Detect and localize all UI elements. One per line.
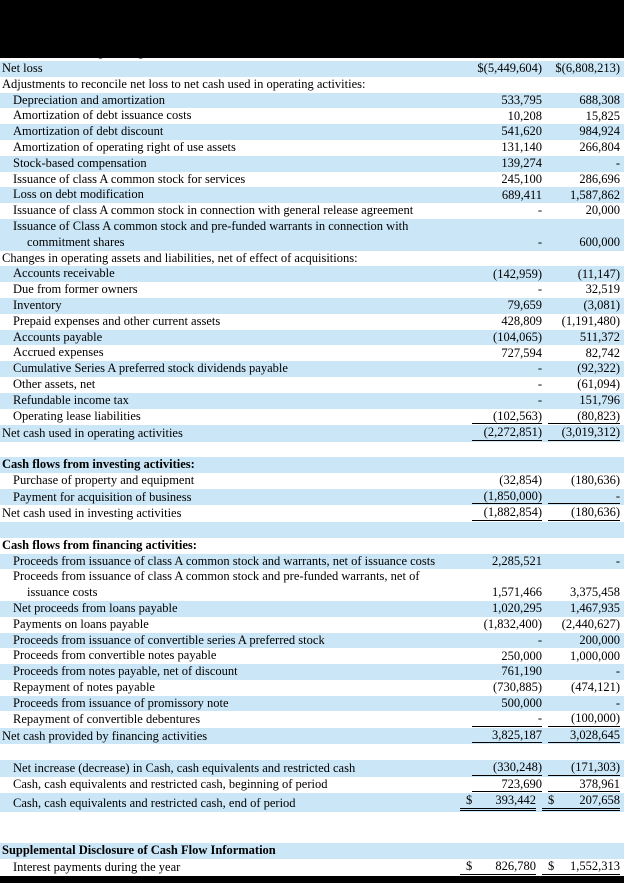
row-label — [0, 860, 460, 876]
table-row — [0, 793, 624, 812]
value-column-1: (142,959) — [493, 266, 542, 281]
row-label — [0, 761, 472, 777]
value-column-2: $(6,808,213) — [555, 61, 620, 76]
table-row — [0, 554, 624, 570]
value-column-2: 200,000 — [579, 632, 620, 647]
row-label-line1: Refundable income tax — [13, 392, 129, 407]
row-label — [0, 648, 472, 664]
row-label-line1: Proceeds from convertible notes payable — [13, 648, 217, 663]
value-column-2: (80,823) — [548, 409, 620, 425]
value-column-1: (1,850,000) — [472, 489, 542, 505]
row-label — [0, 282, 472, 298]
value-column-1: $(5,449,604) — [477, 61, 542, 76]
row-label — [0, 156, 472, 172]
value-column-2: 984,924 — [579, 124, 620, 139]
row-label-line1: Payment for acquisition of business — [13, 489, 192, 504]
row-label-line1: Operating lease liabilities — [13, 409, 141, 424]
value-number: 207,658 — [579, 793, 620, 808]
row-label — [0, 77, 472, 93]
value-column-2: 600,000 — [579, 235, 620, 250]
row-label — [0, 61, 472, 77]
value-column-1: 245,100 — [501, 171, 542, 186]
table-row — [0, 314, 624, 330]
value-column-1: 727,594 — [501, 345, 542, 360]
row-label — [0, 506, 472, 522]
row-label — [0, 298, 472, 314]
table-row — [0, 393, 624, 409]
row-label-line1: Cash flows from financing activities: — [2, 537, 197, 552]
value-column-1: 428,809 — [501, 314, 542, 329]
table-row — [0, 330, 624, 346]
table-row — [0, 108, 624, 124]
row-label — [0, 843, 472, 859]
row-label-line1: Stock-based compensation — [13, 155, 147, 170]
value-column-1: (32,854) — [499, 473, 542, 488]
row-label — [0, 633, 472, 649]
row-label-line1: Interest payments during the year — [13, 859, 181, 874]
table-row — [0, 425, 624, 442]
table-row — [0, 377, 624, 393]
row-label — [0, 377, 472, 393]
row-label — [0, 617, 472, 633]
table-row — [0, 282, 624, 298]
value-column-2: 20,000 — [585, 203, 620, 218]
table-row — [0, 361, 624, 377]
row-label — [0, 538, 472, 554]
row-label — [0, 457, 472, 473]
row-label-line1: Purchase of property and equipment — [13, 473, 195, 488]
value-column-2: 1,467,935 — [570, 601, 620, 616]
value-column-2: (11,147) — [577, 266, 620, 281]
table-row — [0, 696, 624, 712]
value-column-1: 761,190 — [501, 664, 542, 679]
table-row — [0, 156, 624, 172]
table-row — [0, 187, 624, 203]
value-column-1: (330,248) — [472, 760, 542, 776]
row-label — [0, 361, 472, 377]
table-row — [0, 457, 624, 473]
value-column-2: (92,322) — [577, 361, 620, 376]
value-column-2: 688,308 — [579, 92, 620, 107]
row-label-line1: Issuance of class A common stock in connection with general release agreement — [13, 203, 414, 218]
row-label — [0, 140, 472, 156]
value-column-1: - — [537, 361, 542, 376]
value-column-2: (3,019,312) — [548, 425, 620, 441]
value-column-1: 3,825,187 — [472, 728, 542, 744]
row-label-line1: Inventory — [13, 297, 62, 312]
value-column-1: 1,571,466 — [492, 585, 542, 600]
value-column-1: (1,832,400) — [483, 617, 542, 631]
table-row — [0, 61, 624, 77]
top-redaction-bar — [0, 0, 624, 58]
table-row — [0, 538, 624, 554]
value-column-1: 723,690 — [472, 777, 542, 793]
value-column-1: (102,563) — [472, 409, 542, 425]
table-row — [0, 711, 624, 728]
row-label-line1: Amortization of operating right of use assets — [13, 139, 236, 154]
row-label-line1: Net cash used in investing activities — [2, 506, 182, 521]
value-column-1: 139,274 — [501, 156, 542, 171]
value-column-2: (2,440,627) — [561, 617, 620, 631]
row-label — [0, 93, 472, 109]
row-label-line1: Issuance of Class A common stock and pre-funded warrants in connection with — [13, 218, 409, 233]
value-column-1: 533,795 — [501, 92, 542, 107]
row-label — [0, 266, 472, 282]
row-label-line1: Prepaid expenses and other current assets — [13, 313, 221, 328]
row-label — [0, 712, 472, 728]
value-column-2: (180,636) — [571, 473, 620, 488]
row-label-line1: Net cash used in operating activities — [2, 425, 183, 440]
value-number: 1,552,313 — [570, 859, 620, 874]
value-column-1: - — [472, 711, 542, 727]
row-label-line2: issuance costs — [27, 585, 98, 600]
row-label — [0, 187, 472, 203]
cash-flow-statement-table — [0, 61, 624, 876]
table-row — [0, 569, 624, 601]
row-label — [0, 345, 472, 361]
value-number: 393,442 — [495, 793, 536, 808]
table-row — [0, 648, 624, 664]
row-label-line1: Cash, cash equivalents and restricted cash, beginning of period — [13, 777, 328, 792]
value-column-1: - — [537, 203, 542, 218]
row-label-line1: Proceeds from notes payable, net of discount — [13, 664, 238, 679]
table-row — [0, 93, 624, 109]
value-column-2: (180,636) — [548, 505, 620, 521]
row-label — [0, 330, 472, 346]
row-label-line1: Proceeds from issuance of convertible series A preferred stock — [13, 632, 325, 647]
row-label-line1: Repayment of convertible debentures — [13, 712, 201, 727]
value-column-1: (1,882,854) — [472, 505, 542, 521]
row-label — [0, 696, 472, 712]
value-column-1 — [460, 859, 536, 875]
row-label-line1: Amortization of debt issuance costs — [13, 108, 192, 123]
value-column-2: - — [615, 695, 620, 710]
value-column-2: - — [615, 664, 620, 679]
value-column-2 — [542, 793, 620, 811]
row-label — [0, 251, 472, 267]
value-column-1: 500,000 — [501, 695, 542, 710]
value-column-1: 1,020,295 — [492, 601, 542, 616]
row-label-line1: Other assets, net — [13, 376, 96, 391]
value-column-1: (2,272,851) — [472, 425, 542, 441]
spacer-row — [0, 442, 624, 458]
row-label-line1: Net loss — [2, 61, 43, 75]
row-label-line1: Repayment of notes payable — [13, 679, 155, 694]
value-column-2: (474,121) — [571, 680, 620, 695]
table-row — [0, 172, 624, 188]
table-row — [0, 505, 624, 522]
table-row — [0, 633, 624, 649]
table-row — [0, 473, 624, 489]
row-label-line1: Cumulative Series A preferred stock dividends payable — [13, 361, 288, 376]
table-row — [0, 266, 624, 282]
value-column-2: 266,804 — [579, 140, 620, 155]
row-label — [0, 554, 472, 570]
row-label-line1: Cash flows from investing activities: — [2, 457, 195, 472]
table-row — [0, 617, 624, 633]
table-row — [0, 251, 624, 267]
value-column-1: 10,208 — [507, 108, 542, 123]
row-label — [0, 314, 472, 330]
value-column-2: - — [615, 553, 620, 568]
row-label-line1: Net increase (decrease) in Cash, cash equivalents and restricted cash — [13, 760, 356, 775]
row-label-line1: Proceeds from issuance of class A common stock and warrants, net of issuance costs — [13, 553, 436, 568]
value-column-2: 511,372 — [579, 329, 620, 344]
table-row — [0, 843, 624, 859]
row-label-line1: Amortization of debt discount — [13, 124, 164, 139]
value-column-2: 1,000,000 — [570, 648, 620, 663]
row-label — [0, 680, 472, 696]
row-label — [0, 490, 472, 506]
table-row — [0, 77, 624, 93]
value-column-1: (104,065) — [493, 329, 542, 344]
value-column-2: 32,519 — [585, 282, 620, 297]
value-column-1: 689,411 — [501, 187, 542, 202]
value-column-2 — [542, 859, 620, 875]
table-row — [0, 664, 624, 680]
value-column-1: 541,620 — [501, 124, 542, 139]
dollar-sign: $ — [466, 859, 473, 874]
table-row — [0, 601, 624, 617]
value-column-2: 286,696 — [579, 171, 620, 186]
value-column-2: (171,303) — [548, 760, 620, 776]
value-column-1: 131,140 — [501, 140, 542, 155]
value-column-1 — [460, 793, 536, 811]
table-row — [0, 124, 624, 140]
row-label — [0, 393, 472, 409]
value-column-1: - — [537, 632, 542, 647]
table-row — [0, 728, 624, 745]
row-label-line1: Loss on debt modification — [13, 187, 144, 202]
row-label-line1: Issuance of class A common stock for services — [13, 171, 246, 186]
row-label — [0, 426, 472, 442]
row-label — [0, 473, 472, 489]
value-column-1: (730,885) — [493, 680, 542, 695]
value-column-2: 3,375,458 — [570, 585, 620, 600]
row-label-line2: commitment shares — [27, 234, 125, 249]
table-row — [0, 140, 624, 156]
dollar-sign: $ — [548, 859, 555, 874]
row-label-line1: Net cash provided by financing activities — [2, 728, 208, 743]
spacer-row — [0, 522, 624, 538]
value-column-2: (61,094) — [577, 377, 620, 392]
table-row — [0, 298, 624, 314]
row-label — [0, 569, 472, 601]
row-label — [0, 409, 472, 425]
value-column-1: 79,659 — [507, 298, 542, 313]
spacer-row — [0, 828, 624, 844]
row-label-line1: Adjustments to reconcile net loss to net cash used in operating activities: — [2, 76, 366, 91]
value-column-1: 2,285,521 — [492, 553, 542, 568]
row-label-line1: Net proceeds from loans payable — [13, 600, 178, 615]
row-label-line1: Accounts receivable — [13, 266, 115, 281]
spacer-row — [0, 744, 624, 760]
value-column-1: 250,000 — [501, 648, 542, 663]
table-row — [0, 489, 624, 506]
row-label — [0, 108, 472, 124]
table-row — [0, 203, 624, 219]
row-label-line1: Cash, cash equivalents and restricted cash, end of period — [13, 795, 296, 810]
row-label-line1: Proceeds from issuance of promissory note — [13, 695, 229, 710]
row-label-line1: Depreciation and amortization — [13, 92, 166, 107]
value-column-2: (3,081) — [583, 298, 620, 313]
table-row — [0, 409, 624, 426]
row-label-line1: Accrued expenses — [13, 345, 104, 360]
value-column-2: 151,796 — [579, 393, 620, 408]
spacer-row — [0, 812, 624, 828]
table-row — [0, 219, 624, 251]
value-column-2: (1,191,480) — [561, 314, 620, 329]
row-label-line1: Supplemental Disclosure of Cash Flow Information — [2, 843, 276, 858]
value-column-1: - — [537, 235, 542, 250]
row-label — [0, 664, 472, 680]
row-label — [0, 777, 472, 793]
dollar-sign: $ — [466, 793, 473, 808]
value-column-2: 1,587,862 — [570, 187, 620, 202]
table-row — [0, 760, 624, 777]
row-label — [0, 124, 472, 140]
value-column-1: - — [537, 282, 542, 297]
table-row — [0, 777, 624, 794]
value-column-1: - — [537, 377, 542, 392]
value-column-2: - — [615, 156, 620, 171]
row-label — [0, 729, 472, 745]
value-column-2: 15,825 — [585, 108, 620, 123]
value-column-2: (100,000) — [548, 711, 620, 727]
table-row — [0, 345, 624, 361]
table-row — [0, 859, 624, 876]
value-number: 826,780 — [495, 859, 536, 874]
bottom-redaction-bar — [0, 876, 624, 883]
dollar-sign: $ — [548, 793, 555, 808]
row-label — [0, 796, 460, 812]
row-label-line1: Payments on loans payable — [13, 616, 149, 631]
row-label — [0, 601, 472, 617]
row-label — [0, 203, 472, 219]
row-label-line1: Due from former owners — [13, 282, 138, 297]
value-column-2: 82,742 — [585, 345, 620, 360]
row-label-line1: Accounts payable — [13, 329, 103, 344]
row-label-line1: Proceeds from issuance of class A common stock and pre-funded warrants, net of — [13, 569, 420, 584]
row-label — [0, 219, 472, 251]
value-column-2: 3,028,645 — [548, 728, 620, 744]
value-column-2: - — [548, 489, 620, 505]
table-row — [0, 680, 624, 696]
value-column-2: 378,961 — [548, 777, 620, 793]
row-label — [0, 172, 472, 188]
row-label-line1: Changes in operating assets and liabilities, net of effect of acquisitions: — [2, 250, 358, 265]
value-column-1: - — [537, 393, 542, 408]
